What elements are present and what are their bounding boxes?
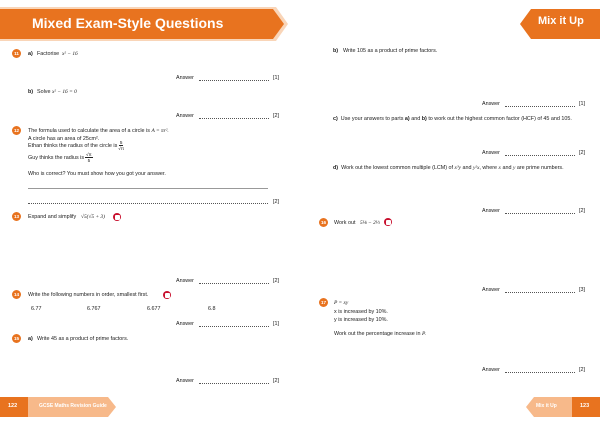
page-number: 122 [8, 403, 18, 409]
question-number-badge: 11 [12, 49, 21, 58]
q12-line3: Ethan thinks the radius of the circle is $\frac{5}{√\pi}$ [28, 140, 124, 151]
marks: [2] [273, 378, 279, 384]
marks: [1] [579, 101, 585, 107]
answer-label: Answer [482, 208, 500, 214]
section-title: Mix it Up [538, 15, 584, 27]
answer-label: Answer [176, 75, 194, 81]
marks: [2] [273, 199, 279, 205]
marks: [1] [273, 321, 279, 327]
answer-label: Answer [482, 101, 500, 107]
answer-line[interactable] [199, 383, 269, 384]
marks: [3] [579, 287, 585, 293]
order-value: 6.677 [147, 306, 161, 312]
footer-label: Mix it Up [536, 403, 557, 409]
q11a-label: a) [28, 51, 33, 57]
page-title: Mixed Exam-Style Questions [32, 15, 224, 31]
q11b-label: b) [28, 89, 34, 95]
working-line[interactable] [28, 188, 268, 189]
question-number-badge: 12 [13, 128, 20, 133]
q15c-text: c) Use your answers to parts a) and b) to work out the highest common factor (HCF) of 45 and 105. [333, 116, 572, 122]
marks: [2] [273, 113, 279, 119]
marks: [2] [579, 208, 585, 214]
q12-question: Who is correct? You must show how you got your answer. [28, 171, 166, 177]
q14-text: Write the following numbers in order, smallest first. [28, 292, 149, 298]
question-number-badge: 14 [13, 292, 20, 297]
q17-line2: x is increased by 10%. [334, 309, 388, 315]
q17-line3: y is increased by 10%. [334, 317, 388, 323]
marks: [2] [273, 278, 279, 284]
no-calculator-icon [384, 218, 392, 226]
answer-label: Answer [176, 378, 194, 384]
answer-label: Answer [482, 150, 500, 156]
question-number-badge: 15 [13, 336, 20, 341]
question-number-badge: 17 [320, 300, 327, 305]
answer-label: Answer [176, 321, 194, 327]
order-value: 6.77 [31, 306, 42, 312]
answer-label: Answer [176, 113, 194, 119]
answer-line[interactable] [505, 106, 575, 107]
marks: [1] [273, 75, 279, 81]
answer-label: Answer [176, 278, 194, 284]
answer-line[interactable] [199, 118, 269, 119]
answer-line[interactable] [199, 326, 269, 327]
page-number: 123 [580, 403, 590, 409]
q11b-expr: x² − 16 = 0 [52, 89, 77, 95]
answer-line[interactable] [505, 292, 575, 293]
answer-line[interactable] [505, 372, 575, 373]
q12-line4: Guy thinks the radius is $\frac{√\pi}{5}$ [28, 152, 92, 163]
footer-label: GCSE Maths Revision Guide [39, 403, 107, 409]
ethan-fraction: $\frac{5}{√\pi}$ [118, 140, 124, 151]
q13-expr: √5(√5 + 3) [81, 214, 105, 220]
answer-line[interactable] [199, 283, 269, 284]
answer-label: Answer [482, 367, 500, 373]
order-value: 6.8 [208, 306, 216, 312]
marks: [2] [579, 367, 585, 373]
answer-line[interactable] [505, 213, 575, 214]
order-value: 6.767 [87, 306, 101, 312]
q13-text: Expand and simplify [28, 214, 77, 220]
q15a-text: Write 45 as a product of prime factors. [37, 336, 129, 342]
q17-line4: Work out the percentage increase in P. [334, 331, 426, 337]
no-calculator-icon [163, 291, 171, 299]
q11b-text: Solve [37, 89, 51, 95]
q17-line1: P = xy [334, 300, 349, 306]
q16-expr: 5⅛ − 2⅓ [360, 220, 380, 226]
working-line[interactable] [28, 203, 268, 204]
q11a-text: Factorise [37, 51, 60, 57]
q15d-text: d) Work out the lowest common multiple (LCM) of x³y and y²x, where x and y are prime numbers. [333, 165, 564, 171]
no-calculator-icon [113, 213, 121, 221]
q11a-expr: x² − 16 [62, 51, 78, 57]
q15b-label: b) [333, 48, 339, 54]
answer-label: Answer [482, 287, 500, 293]
answer-line[interactable] [199, 80, 269, 81]
q12-line2: A circle has an area of 25cm². [28, 136, 100, 142]
question-number-badge: 13 [13, 214, 20, 219]
marks: [2] [579, 150, 585, 156]
q12-line1: The formula used to calculate the area of a circle is A = πr². [28, 128, 169, 134]
q15b-text: Write 105 as a product of prime factors. [343, 48, 438, 54]
q16-text: Work out [334, 220, 356, 226]
question-number-badge: 16 [320, 220, 327, 225]
q15a-label: a) [28, 336, 33, 342]
answer-line[interactable] [505, 155, 575, 156]
guy-fraction: $\frac{√\pi}{5}$ [86, 152, 92, 163]
